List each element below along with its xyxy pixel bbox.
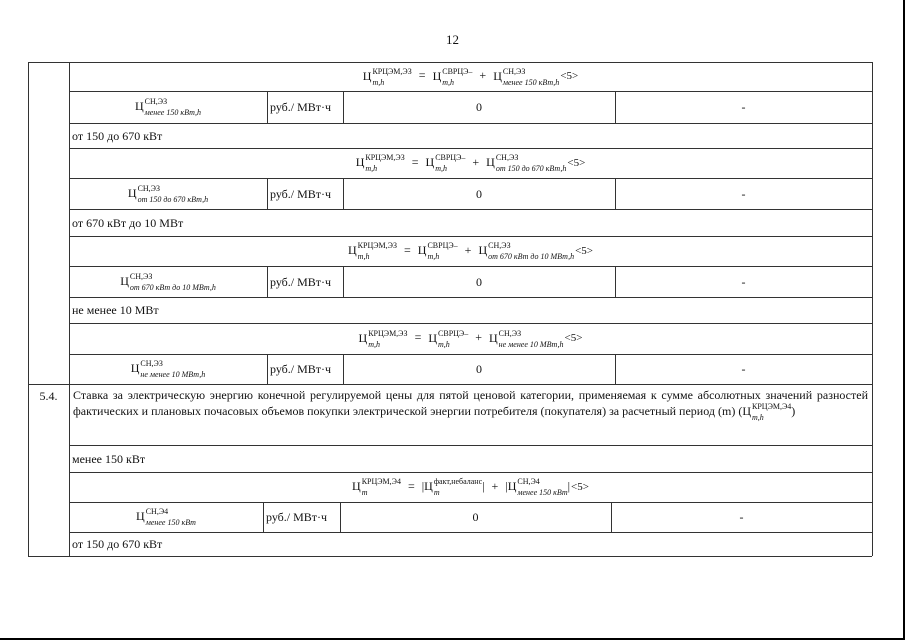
note-cell: - [741,100,746,114]
page-number: 12 [446,32,459,47]
rate-symbol: Ц СН,ЭЗ не менее 10 МВт,h [130,359,206,379]
formula: Ц КРЦЭМ,ЭЗ m,h = Ц СВРЦЭ– m,h + Ц СН,ЭЗ от 670 кВт до 10 МВт,h <5> [348,241,593,261]
value-cell: 0 [476,362,482,376]
unit-cell: руб./ МВт·ч [270,362,332,376]
note-cell: - [741,362,746,376]
formula: Ц КРЦЭМ,Э4 m = |Ц факт,небаланс m | + |Ц СН,Э4 менее 150 кВт |<5> [352,477,589,497]
rate-symbol: Ц СН,ЭЗ от 670 кВт до 10 МВт,h [120,271,216,292]
formula-row [69,236,872,266]
rate-symbol: Ц СН,ЭЗ от 150 до 670 кВт,h [127,183,209,204]
range-label: не менее 10 МВт [72,303,159,317]
range-label: от 150 до 670 кВт [72,537,163,551]
section-number: 5.4. [39,389,58,403]
note-cell: - [741,274,746,289]
range-label: от 150 до 670 кВт [72,128,163,143]
unit-cell: руб./ МВт·ч [266,510,328,524]
formula-row [69,62,872,91]
note-cell: - [741,186,746,201]
rate-symbol: Ц СН,ЭЗ менее 150 кВт,h [134,97,202,117]
range-label: от 670 кВт до 10 МВт [72,215,184,230]
formula: Ц КРЦЭМ,ЭЗ m,h = Ц СВРЦЭ– m,h + Ц СН,ЭЗ не менее 10 МВт,h <5> [358,328,583,349]
formula-row [69,323,872,354]
value-cell: 0 [476,186,482,201]
value-cell: 0 [472,510,479,524]
range-label: менее 150 кВт [72,451,146,466]
rate-symbol: Ц СН,Э4 менее 150 кВт [136,507,196,527]
formula: Ц КРЦЭМ,ЭЗ m,h = Ц СВРЦЭ– m,h + Ц СН,ЭЗ от 150 до 670 кВт,h <5> [355,153,586,173]
formula-row [69,148,872,178]
unit-cell: руб./ МВт·ч [270,274,332,289]
formula-row [69,472,872,502]
value-cell: 0 [476,100,482,114]
section-description: Ставка за электрическую энергию конечной регулируемой цены для пятой ценовой категории, применяемая к сумме абсолютных значений разностей фактических и плановых почасовых объемов покупки электрической энергии потребителя (покупателя) за расчетный период (m) (Ц КРЦЭМ,Э4 m,h ) [73,388,868,423]
value-cell: 0 [476,274,482,289]
unit-cell: руб./ МВт·ч [270,100,332,114]
note-cell: - [739,510,744,524]
unit-cell: руб./ МВт·ч [270,186,332,201]
formula: Ц КРЦЭМ,ЭЗ m,h = Ц СВРЦЭ– m,h + Ц СН,ЭЗ менее 150 кВт,h <5> [362,66,579,87]
